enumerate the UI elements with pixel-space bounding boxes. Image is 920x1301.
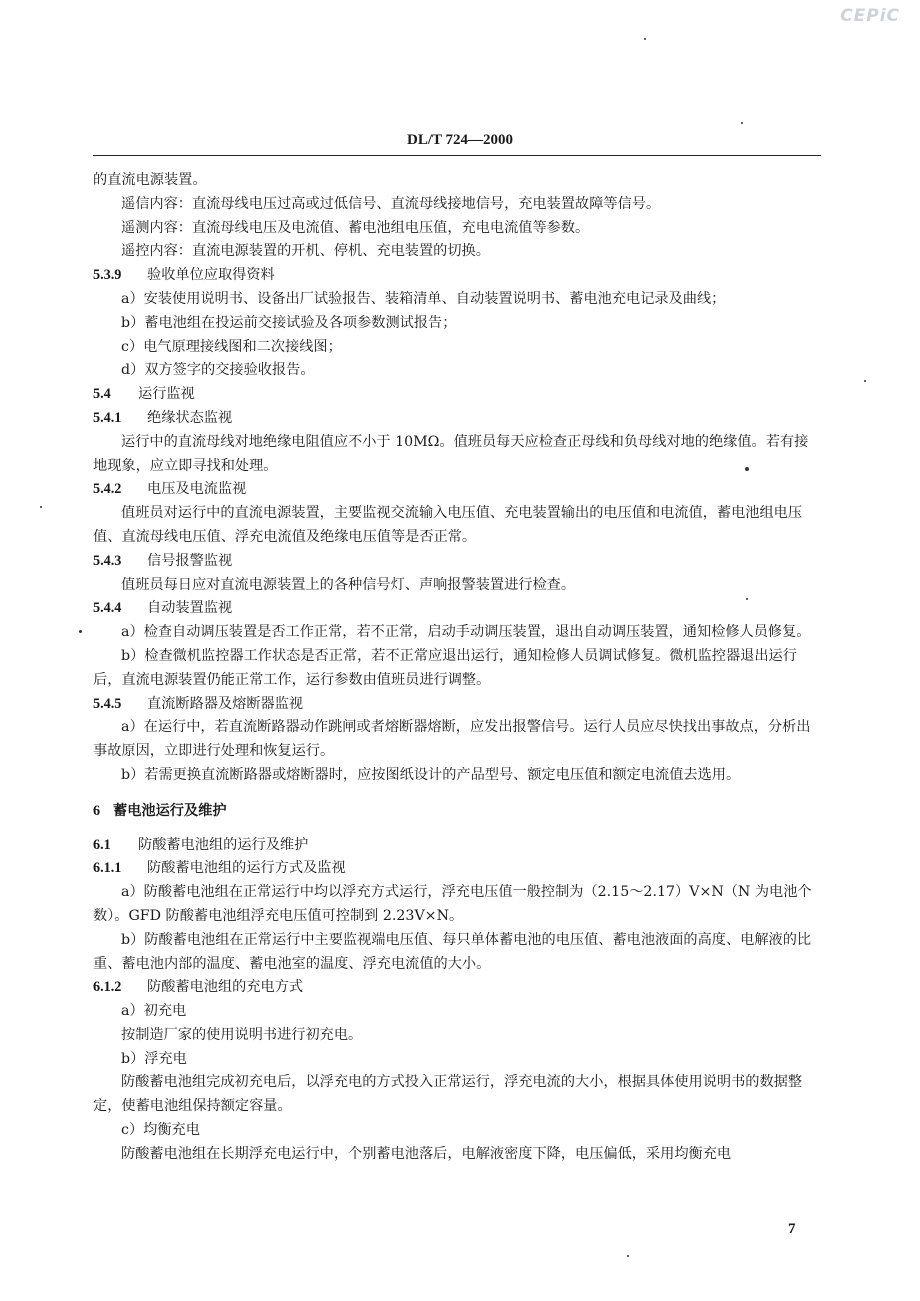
section-heading bbox=[93, 693, 821, 717]
section-number: 5.4.4 bbox=[93, 600, 122, 617]
paragraph: a）检查自动调压装置是否工作正常，若不正常，启动手动调压装置，退出自动调压装置，通知检修人员修复。 bbox=[121, 624, 811, 641]
section-title: 信号报警监视 bbox=[147, 552, 233, 569]
section-number: 6.1.2 bbox=[93, 979, 122, 996]
paragraph: 值班员对运行中的直流电源装置，主要监视交流输入电压值、充电装置输出的电压值和电流值，蓄电池组电压值、直流母线电压值、浮充电流值及绝缘电压值等是否正常。 bbox=[93, 505, 803, 545]
publisher-watermark: CEPiC bbox=[840, 6, 900, 26]
paragraph: c）电气原理接线图和二次接线图； bbox=[121, 338, 342, 355]
section-heading bbox=[93, 597, 821, 621]
section-title: 电压及电流监视 bbox=[147, 481, 247, 498]
section-heading bbox=[93, 550, 821, 574]
paragraph: 运行中的直流母线对地绝缘电阻值应不小于 10MΩ。值班员每天应检查正母线和负母线对地的绝缘值。若有接地现象，应立即寻找和处理。 bbox=[93, 433, 809, 474]
paragraph: 按制造厂家的使用说明书进行初充电。 bbox=[121, 1026, 363, 1043]
paragraph: c）均衡充电 bbox=[121, 1122, 200, 1139]
section-number: 6 bbox=[93, 802, 101, 819]
scan-speck bbox=[79, 630, 82, 633]
page-number: 7 bbox=[788, 1221, 796, 1237]
section-title: 运行监视 bbox=[138, 386, 195, 403]
section-title: 防酸蓄电池组的运行及维护 bbox=[138, 836, 309, 853]
paragraph: b）检查微机监控器工作状态是否正常，若不正常应退出运行，通知检修人员调试修复。微机监控器退出运行后，直流电源装置仍能正常工作，运行参数由值班员进行调整。 bbox=[93, 647, 797, 688]
paragraph: 遥控内容：直流电源装置的开机、停机、充电装置的切换。 bbox=[121, 243, 490, 260]
section-heading bbox=[93, 976, 821, 1000]
paragraph: b）防酸蓄电池组在正常运行中主要监视端电压值、每只单体蓄电池的电压值、蓄电池液面的高度、电解液的比重、蓄电池内部的温度、蓄电池室的温度、浮充电流值的大小。 bbox=[93, 931, 812, 972]
paragraph: 遥信内容：直流母线电压过高或过低信号、直流母线接地信号，充电装置故障等信号。 bbox=[121, 195, 661, 212]
paragraph: a）在运行中，若直流断路器动作跳闸或者熔断器熔断，应发出报警信号。运行人员应尽快找出事故点，分析出事故原因，立即进行处理和恢复运行。 bbox=[93, 719, 811, 760]
scan-speck bbox=[864, 380, 866, 382]
standard-code-header: DL/T 724—2000 bbox=[407, 132, 513, 148]
paragraph: b）若需更换直流断路器或熔断器时，应按图纸设计的产品型号、额定电压值和额定电流值去选用。 bbox=[121, 766, 741, 783]
section-number: 6.1 bbox=[93, 836, 111, 853]
paragraph: 防酸蓄电池组在长期浮充电运行中，个别蓄电池落后，电解液密度下降，电压偏低，采用均衡充电 bbox=[121, 1145, 732, 1162]
section-number: 5.4.5 bbox=[93, 695, 122, 712]
section-heading bbox=[93, 383, 821, 407]
section-number: 5.4.2 bbox=[93, 481, 122, 498]
section-number: 5.4.1 bbox=[93, 409, 122, 426]
paragraph: d）双方签字的交接验收报告。 bbox=[121, 362, 315, 379]
section-title: 防酸蓄电池组的运行方式及监视 bbox=[147, 860, 346, 877]
scan-speck bbox=[745, 467, 749, 471]
section-title: 蓄电池运行及维护 bbox=[113, 802, 227, 819]
paragraph: a）防酸蓄电池组在正常运行中均以浮充方式运行，浮充电压值一般控制为（2.15～2.17）V×N（N 为电池个数）。GFD 防酸蓄电池组浮充电压值可控制到 2.23V×N。 bbox=[93, 884, 812, 924]
section-number: 5.4 bbox=[93, 386, 111, 403]
section-number: 5.3.9 bbox=[93, 267, 122, 284]
scan-speck bbox=[40, 506, 42, 508]
paragraph: 防酸蓄电池组完成初充电后，以浮充电的方式投入正常运行，浮充电流的大小，根据具体使用说明书的数据整定，使蓄电池组保持额定容量。 bbox=[93, 1074, 803, 1115]
paragraph: a）安装使用说明书、设备出厂试验报告、装箱清单、自动装置说明书、蓄电池充电记录及曲线； bbox=[121, 290, 726, 307]
header-rule bbox=[93, 155, 821, 156]
paragraph: 的直流电源装置。 bbox=[93, 172, 207, 188]
section-number: 5.4.3 bbox=[93, 552, 122, 569]
section-title: 自动装置监视 bbox=[147, 600, 233, 617]
scan-speck bbox=[627, 1255, 629, 1257]
scan-speck bbox=[741, 122, 743, 124]
paragraph: 值班员每日应对直流电源装置上的各种信号灯、声响报警装置进行检查。 bbox=[121, 576, 576, 593]
section-heading bbox=[93, 264, 821, 288]
paragraph: b）浮充电 bbox=[121, 1050, 187, 1067]
section-heading bbox=[93, 834, 821, 858]
paragraph: b）蓄电池组在投运前交接试验及各项参数测试报告； bbox=[121, 314, 457, 331]
section-heading bbox=[93, 857, 821, 881]
section-title: 验收单位应取得资料 bbox=[147, 267, 275, 284]
section-title: 直流断路器及熔断器监视 bbox=[147, 695, 304, 712]
section-heading bbox=[93, 800, 821, 824]
scan-speck bbox=[644, 38, 646, 40]
paragraph: 遥测内容：直流母线电压及电流值、蓄电池组电压值，充电电流值等参数。 bbox=[121, 219, 590, 236]
document-body bbox=[93, 169, 821, 1167]
section-number: 6.1.1 bbox=[93, 860, 122, 877]
section-heading bbox=[93, 478, 821, 502]
section-heading bbox=[93, 407, 821, 431]
section-title: 绝缘状态监视 bbox=[147, 409, 233, 426]
scan-speck bbox=[746, 598, 748, 600]
section-title: 防酸蓄电池组的充电方式 bbox=[147, 979, 304, 996]
paragraph: a）初充电 bbox=[121, 1003, 187, 1020]
